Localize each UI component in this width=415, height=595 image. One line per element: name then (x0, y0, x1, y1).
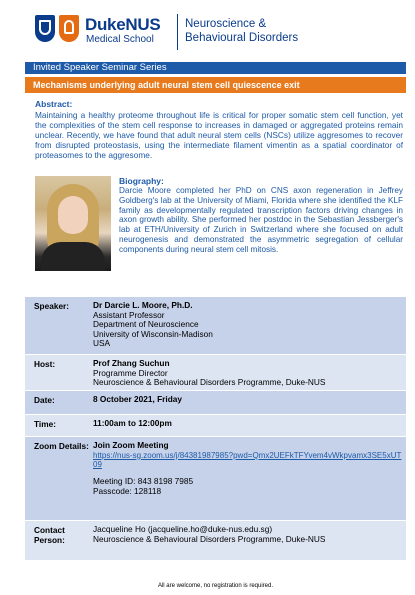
host-label: Host: (34, 359, 56, 369)
speaker-role: Assistant Professor (93, 309, 165, 320)
logo-divider (177, 14, 178, 50)
zoom-details (93, 437, 406, 520)
speaker-label: Speaker: (34, 301, 70, 311)
contact-label-line-1: Contact (34, 525, 65, 535)
date-row (25, 390, 406, 414)
speaker-university: University of Wisconsin-Madison (93, 328, 213, 339)
contact-label-line-2: Person: (34, 535, 65, 545)
speaker-name: Dr Darcie L. Moore, Ph.D. (93, 300, 193, 310)
zoom-row (25, 436, 406, 520)
event-info-table (25, 296, 406, 560)
biography-section (119, 176, 403, 255)
zoom-label: Zoom Details: (34, 441, 89, 451)
series-banner: Invited Speaker Seminar Series (25, 62, 406, 74)
date-label: Date: (34, 395, 55, 405)
speaker-department: Department of Neuroscience (93, 319, 199, 330)
biography-text: Darcie Moore completed her PhD on CNS axon regeneration in Jeffrey Goldberg's lab at the University of Miami, Florida where she identified the KLF family as developmentally regulated transcription factors driving changes in axon growth ability. She performed her postdoc in the Sebastian Jessberger's lab at ETH/University of Zurich in Switzerland where she focused on adult neurogenesis and demonstrated the asymmetric segregation of cellular components during neural stem cell mitosis. (119, 186, 403, 254)
speaker-country: USA (93, 338, 111, 349)
logo-subtitle: Medical School (86, 34, 154, 45)
abstract-text: Maintaining a healthy proteome throughout life is critical for proper somatic stem cell function, yet the complexities of the stem cell response to increases in damaged or aggregated proteins remain unclear. Recently, we have found that adult neural stem cells (NSCs) utilize aggresomes to recover from disrupted proteostasis, using the intermediate filament vimentin as a spatial coordinator of proteasomes to the aggresome. (35, 110, 403, 160)
date-value: 8 October 2021, Friday (93, 394, 183, 404)
duke-shield-logo-icon (35, 15, 55, 42)
abstract-section (35, 99, 403, 160)
contact-programme: Neuroscience & Behavioural Disorders Programme, Duke-NUS (93, 533, 326, 544)
time-value: 11:00am to 12:00pm (93, 418, 172, 428)
host-details (93, 355, 406, 390)
seminar-poster (25, 6, 406, 590)
logo-name: DukeNUS (85, 15, 161, 34)
contact-label (25, 521, 93, 560)
nus-crest-logo-icon (59, 15, 79, 42)
zoom-title: Join Zoom Meeting (93, 440, 169, 450)
seminar-title: Mechanisms underlying adult neural stem cell quiescence exit (25, 77, 406, 93)
time-label: Time: (34, 419, 56, 429)
footer-note: All are welcome, no registration is required. (157, 583, 274, 589)
contact-details (93, 521, 406, 560)
biography-label: Biography: (119, 176, 164, 186)
zoom-passcode: Passcode: 128118 (93, 486, 162, 496)
department-line-2: Behavioural Disorders (185, 32, 299, 44)
department-name (185, 17, 298, 45)
zoom-link[interactable]: https://nus-sg.zoom.us/j/84381987985?pwd=Qmx2UEFkTFYvem4vWkpvamx3SE5xUT09 (93, 450, 402, 469)
host-role: Programme Director (93, 367, 168, 378)
abstract-label: Abstract: (35, 99, 73, 109)
department-line-1: Neuroscience & (185, 18, 267, 30)
time-row (25, 414, 406, 436)
speaker-row (25, 296, 406, 354)
host-programme: Neuroscience & Behavioural Disorders Programme, Duke-NUS (93, 377, 326, 388)
header (25, 6, 406, 58)
host-row (25, 354, 406, 390)
contact-row (25, 520, 406, 560)
zoom-meeting-id: Meeting ID: 843 8198 7985 (93, 476, 194, 487)
contact-name: Jacqueline Ho (jacqueline.ho@duke-nus.edu.sg) (93, 524, 273, 534)
host-name: Prof Zhang Suchun (93, 358, 170, 368)
speaker-details (93, 297, 406, 354)
speaker-photo (35, 176, 111, 271)
